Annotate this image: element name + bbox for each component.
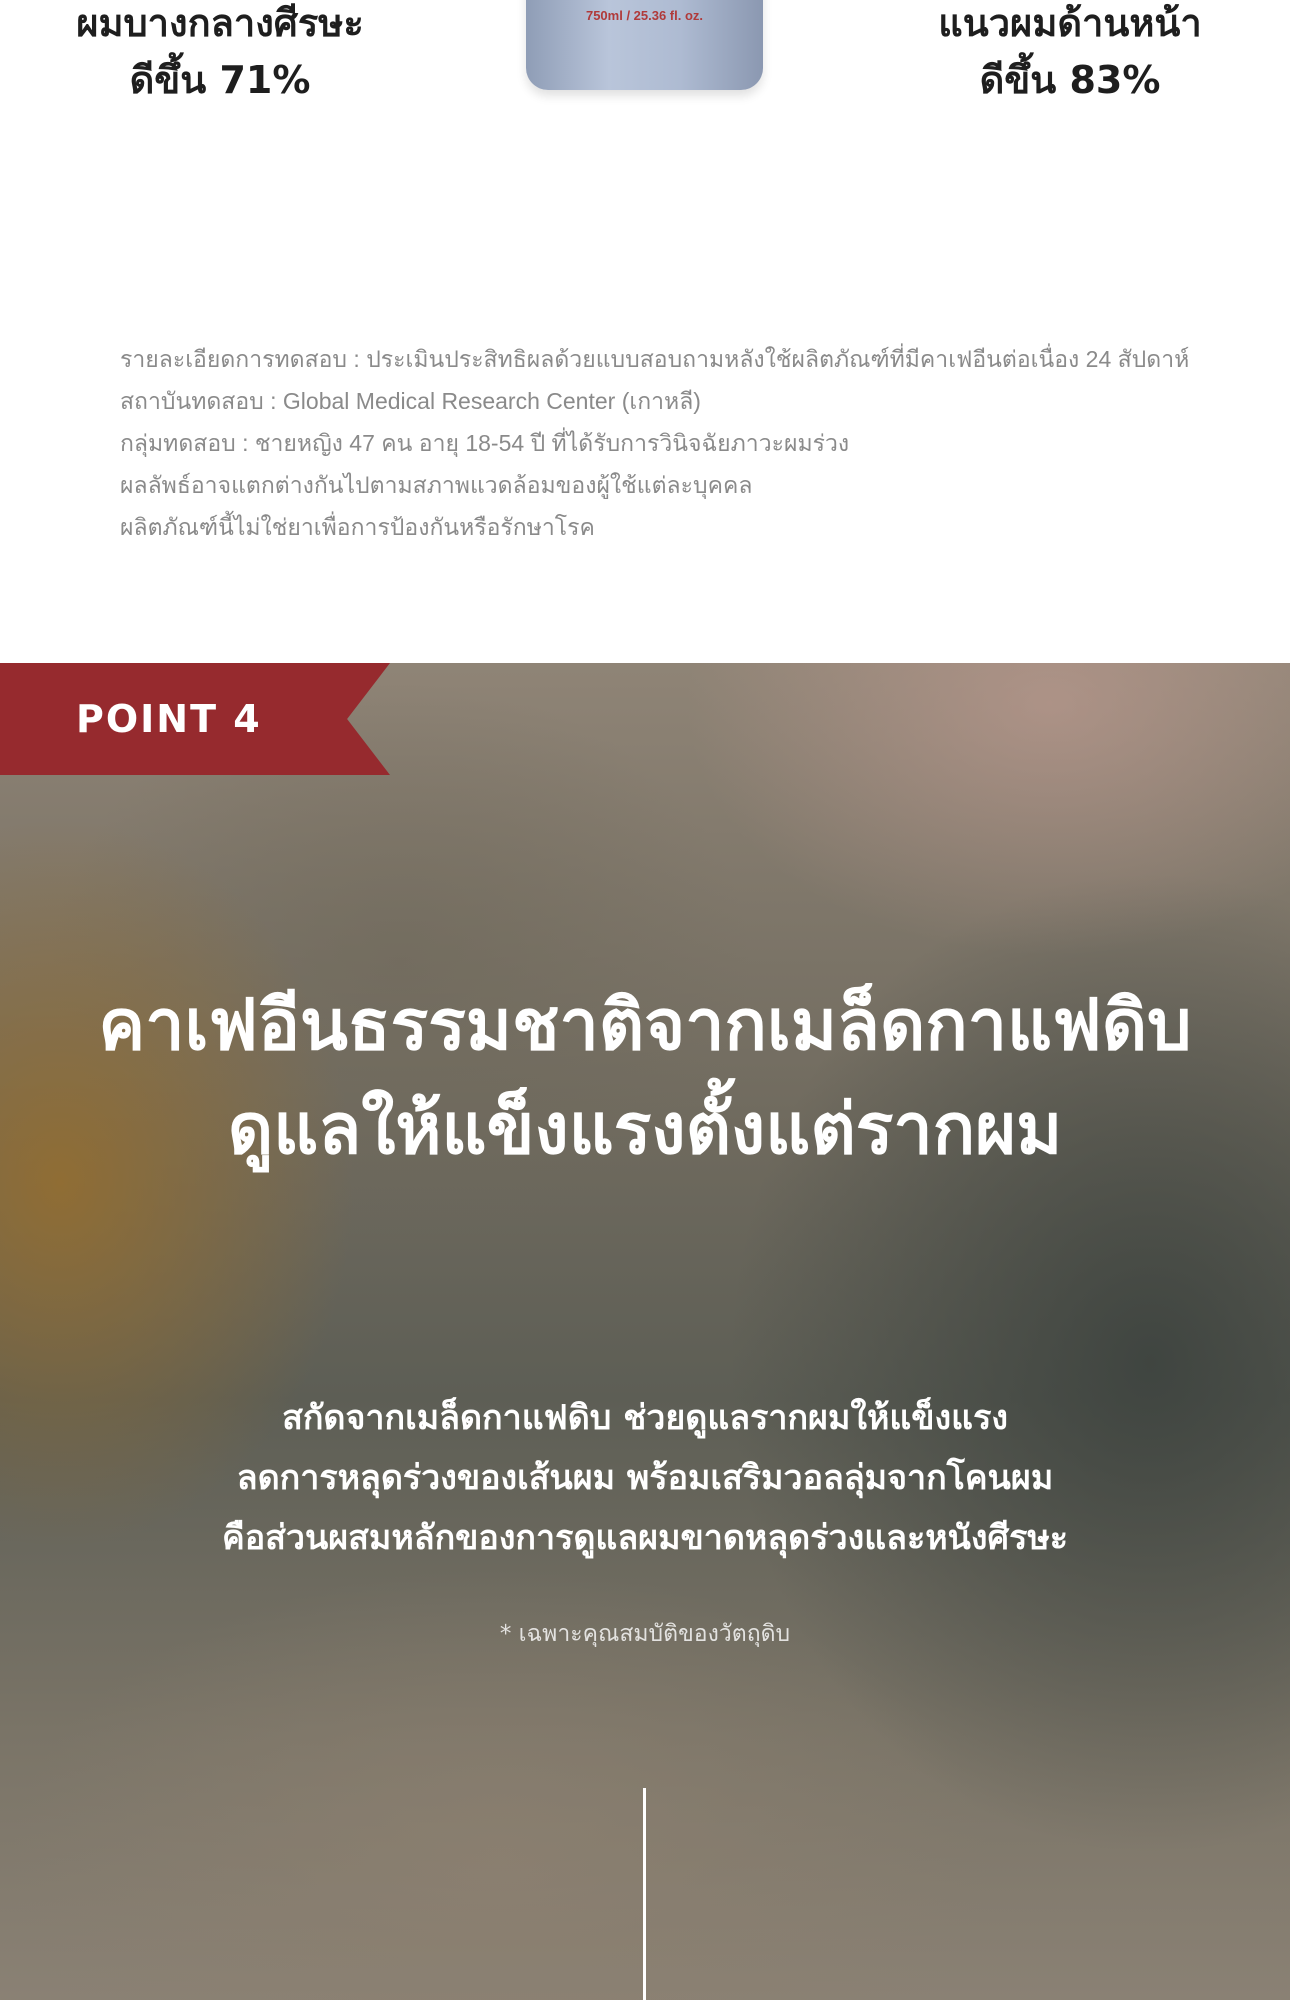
test-disclaimer: [120, 338, 1220, 548]
stat-value: ดีขึ้น 71%: [129, 58, 311, 102]
stat-crown-thinning: [40, 0, 400, 109]
test-note-item: ผลิตภัณฑ์นี้ไม่ใช่ยาเพื่อการป้องกันหรือรักษาโรค: [120, 514, 595, 540]
hero-heading-line: ดูแลให้แข็งแรงตั้งแต่รากผม: [227, 1088, 1063, 1170]
hero-heading-line: คาเฟอีนธรรมชาติจากเมล็ดกาแฟดิบ: [98, 984, 1192, 1066]
stat-label: แนวผมด้านหน้า: [938, 1, 1202, 45]
ingredient-footnote: * เฉพาะคุณสมบัติของวัตถุดิบ: [499, 1621, 791, 1647]
test-note-item: ผลลัพธ์อาจแตกต่างกันไปตามสภาพแวดล้อมของผู้ใช้แต่ละบุคคล: [120, 472, 753, 498]
hero-description-line: ลดการหลุดร่วงของเส้นผม พร้อมเสริมวอลลุ่มจากโคนผม: [236, 1458, 1054, 1498]
point-4-hero: [0, 663, 1290, 2000]
results-section: [0, 0, 1290, 663]
product-bottle-image: [526, 0, 763, 90]
hero-description-line: คือส่วนผสมหลักของการดูแลผมขาดหลุดร่วงและหนังศีรษะ: [221, 1518, 1068, 1558]
stat-label: ผมบางกลางศีรษะ: [76, 1, 364, 45]
stat-front-hairline: [890, 0, 1250, 109]
stat-value: ดีขึ้น 83%: [979, 58, 1161, 102]
test-note-item: กลุ่มทดสอบ : ชายหญิง 47 คน อายุ 18-54 ปี ที่ได้รับการวินิจฉัยภาวะผมร่วง: [120, 430, 850, 456]
hero-heading: [0, 973, 1290, 1181]
bottle-volume-label: 750ml / 25.36 fl. oz.: [585, 8, 704, 23]
point-badge-label: POINT 4: [76, 697, 262, 741]
scroll-indicator-line: [643, 1788, 646, 2000]
test-note-item: รายละเอียดการทดสอบ : ประเมินประสิทธิผลด้วยแบบสอบถามหลังใช้ผลิตภัณฑ์ที่มีคาเฟอีนต่อเนื่อง 24 สัปดาห์: [120, 346, 1190, 372]
hero-description-line: สกัดจากเมล็ดกาแฟดิบ ช่วยดูแลรากผมให้แข็งแรง: [282, 1398, 1008, 1438]
test-note-item: สถาบันทดสอบ : Global Medical Research Center (เกาหลี): [120, 388, 701, 414]
hero-description: [0, 1388, 1290, 1568]
